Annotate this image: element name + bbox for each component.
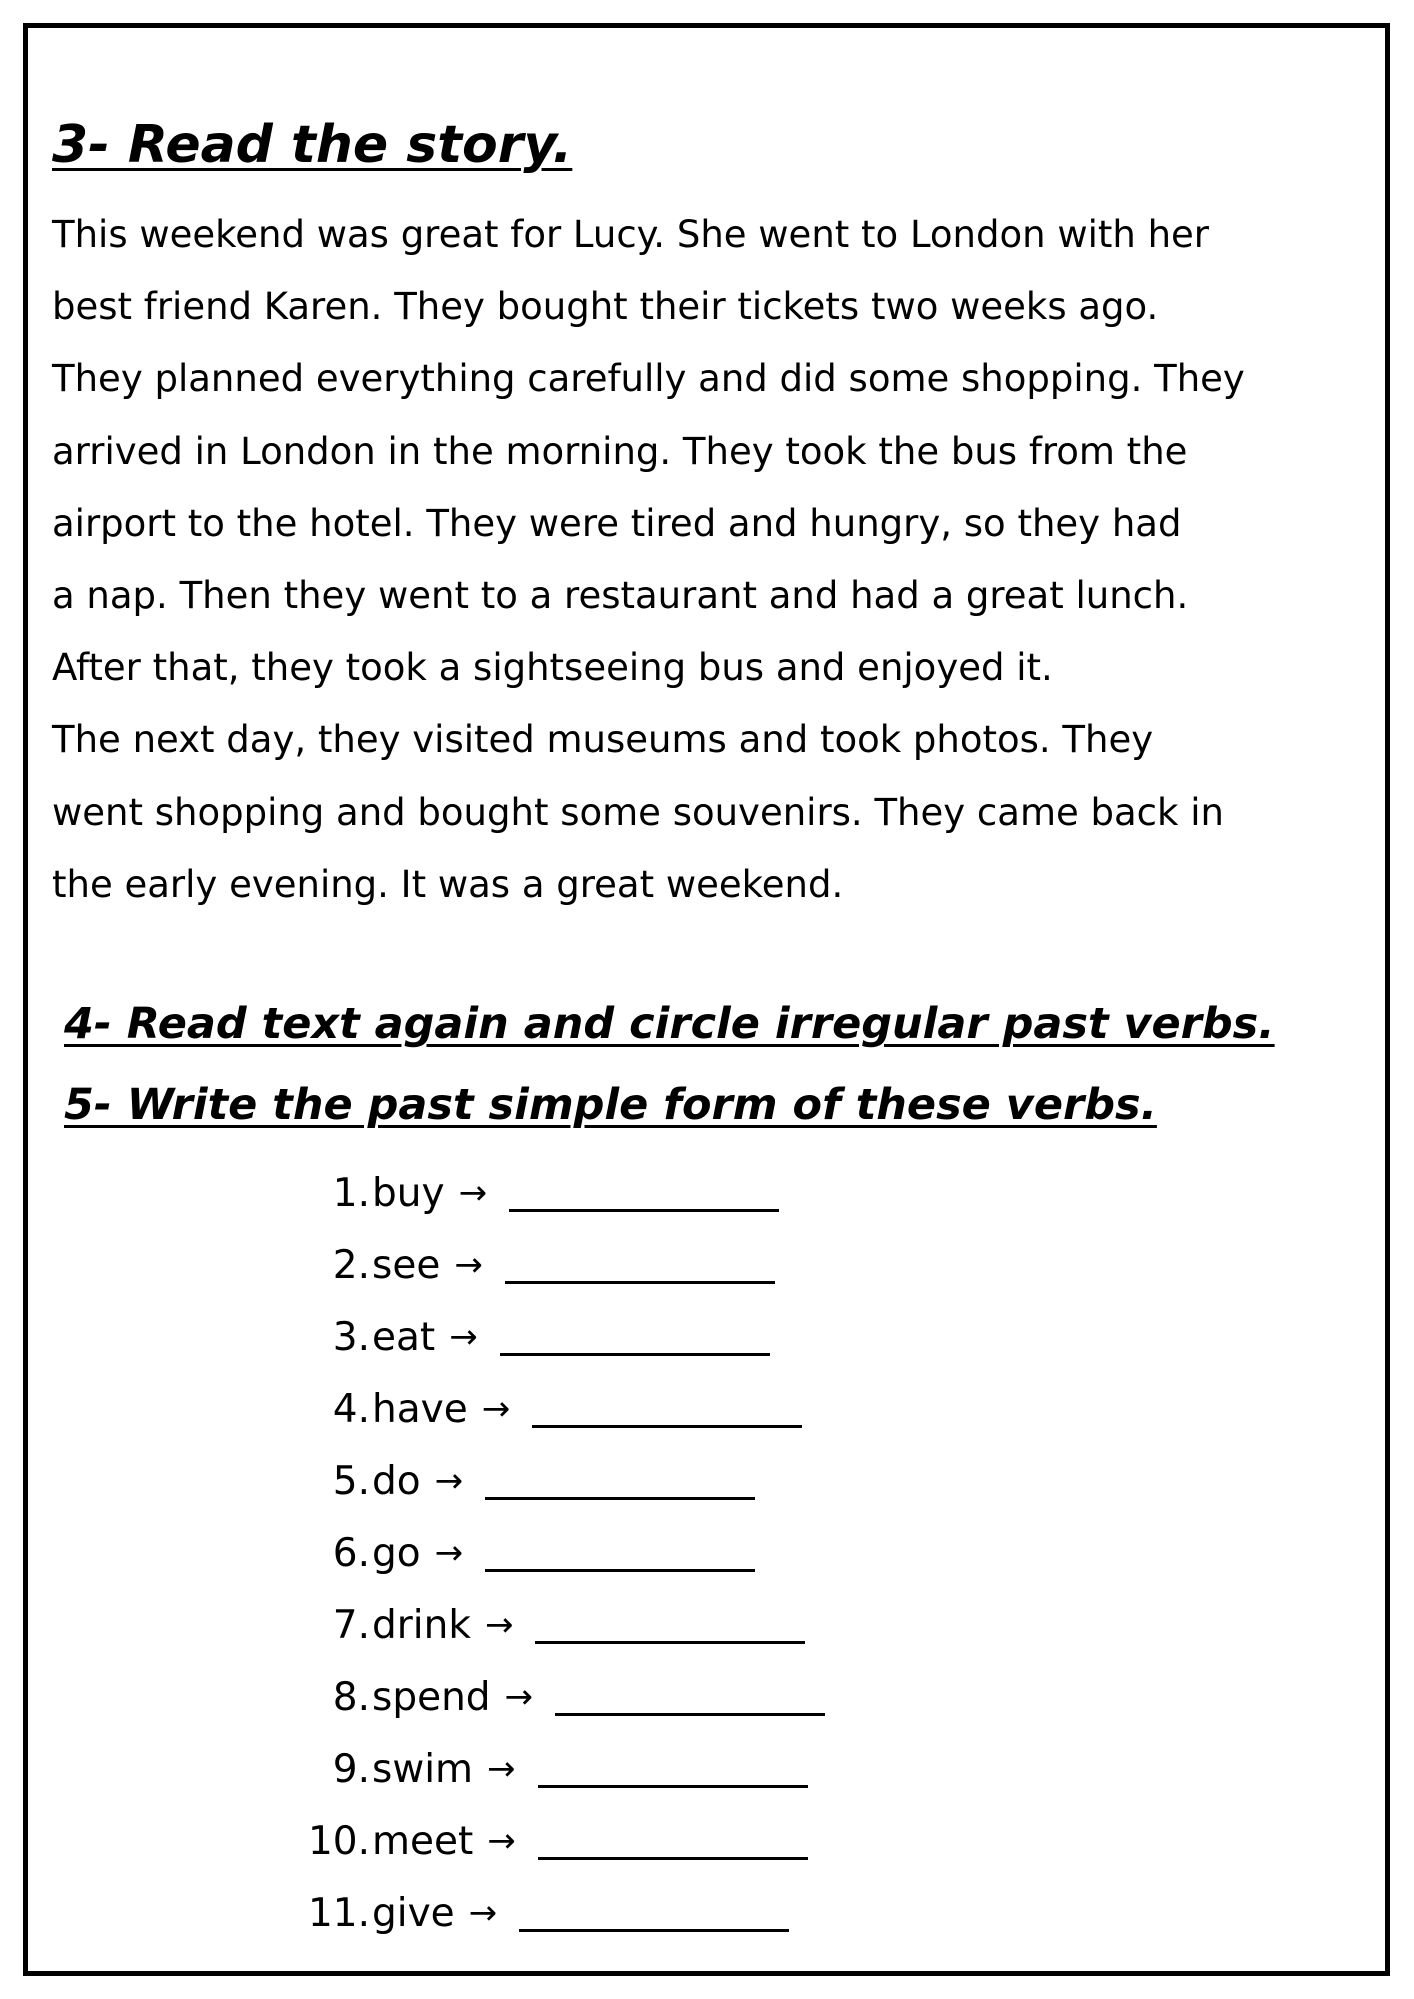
answer-blank[interactable]	[485, 1462, 755, 1500]
answer-blank[interactable]	[532, 1390, 802, 1428]
arrow-icon: →	[487, 1749, 516, 1789]
item-number: 7.	[332, 1602, 370, 1648]
answer-blank[interactable]	[555, 1678, 825, 1716]
answer-blank[interactable]	[538, 1822, 808, 1860]
verb-exercise-list	[250, 1157, 825, 1949]
answer-blank[interactable]	[535, 1606, 805, 1644]
story-line: After that, they took a sightseeing bus and enjoyed it.	[52, 646, 1053, 690]
verb-item	[250, 1157, 825, 1229]
verb-word: meet	[372, 1818, 474, 1864]
verb-word: buy	[372, 1170, 445, 1216]
arrow-icon: →	[481, 1389, 511, 1429]
arrow-icon: →	[449, 1317, 478, 1357]
section-4-heading: 4- Read text again and circle irregular past verbs.	[64, 999, 1275, 1049]
answer-blank[interactable]	[500, 1318, 770, 1356]
answer-blank[interactable]	[519, 1894, 789, 1932]
verb-word: see	[372, 1242, 441, 1288]
answer-blank[interactable]	[509, 1174, 779, 1212]
item-number: 3.	[332, 1314, 370, 1360]
story-text	[52, 199, 1372, 921]
story-line: best friend Karen. They bought their tickets two weeks ago.	[52, 285, 1159, 329]
verb-item	[250, 1517, 825, 1589]
arrow-icon: →	[484, 1605, 514, 1645]
verb-word: eat	[372, 1314, 436, 1360]
story-line: a nap. Then they went to a restaurant and had a great lunch.	[52, 574, 1189, 618]
story-line: went shopping and bought some souvenirs. They came back in	[52, 790, 1224, 834]
arrow-icon: →	[487, 1821, 516, 1861]
item-number: 10.	[307, 1818, 370, 1864]
verb-word: give	[372, 1890, 455, 1936]
story-line: This weekend was great for Lucy. She went to London with her	[52, 213, 1210, 256]
verb-word: go	[372, 1530, 421, 1576]
item-number: 4.	[332, 1386, 370, 1432]
story-line: the early evening. It was a great weekend.	[52, 862, 844, 906]
verb-item	[250, 1661, 825, 1733]
verb-word: spend	[372, 1674, 491, 1720]
verb-item	[250, 1229, 825, 1301]
verb-word: have	[372, 1386, 468, 1432]
verb-word: drink	[372, 1602, 471, 1648]
verb-item	[250, 1445, 825, 1517]
item-number: 8.	[332, 1674, 370, 1720]
item-number: 5.	[332, 1458, 370, 1504]
arrow-icon: →	[434, 1461, 464, 1501]
answer-blank[interactable]	[505, 1246, 775, 1284]
item-number: 11.	[307, 1890, 370, 1936]
arrow-icon: →	[458, 1173, 488, 1213]
arrow-icon: →	[468, 1893, 498, 1933]
arrow-icon: →	[434, 1533, 464, 1573]
story-line: The next day, they visited museums and took photos. They	[52, 718, 1154, 762]
arrow-icon: →	[454, 1245, 483, 1285]
verb-item	[250, 1733, 825, 1805]
section-3-heading: 3- Read the story.	[52, 115, 573, 175]
story-line: arrived in London in the morning. They took the bus from the	[52, 429, 1188, 473]
answer-blank[interactable]	[485, 1534, 755, 1572]
section-5-heading: 5- Write the past simple form of these verbs.	[64, 1080, 1157, 1130]
verb-item	[250, 1373, 825, 1445]
answer-blank[interactable]	[538, 1750, 808, 1788]
verb-item	[250, 1877, 825, 1949]
item-number: 9.	[332, 1746, 370, 1792]
item-number: 1.	[332, 1170, 370, 1216]
verb-item	[250, 1805, 825, 1877]
story-line: airport to the hotel. They were tired and hungry, so they had	[52, 501, 1182, 545]
verb-word: swim	[372, 1746, 474, 1792]
arrow-icon: →	[504, 1677, 534, 1717]
verb-word: do	[372, 1458, 421, 1504]
item-number: 2.	[332, 1242, 370, 1288]
verb-item	[250, 1301, 825, 1373]
item-number: 6.	[332, 1530, 370, 1576]
story-line: They planned everything carefully and did some shopping. They	[52, 357, 1245, 401]
verb-item	[250, 1589, 825, 1661]
